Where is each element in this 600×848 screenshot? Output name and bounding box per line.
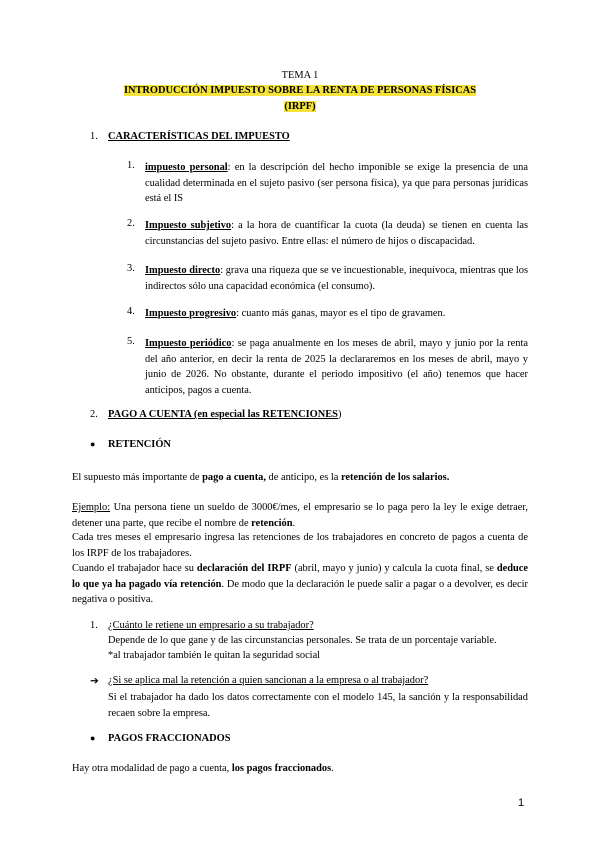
retencion-paragraph-2: Cada tres meses el empresario ingresa las retenciones de los trabajadores en concreto de pagos a cuenta de los IRPF de los trabajadores.: [72, 532, 528, 559]
title-line-1: [0, 85, 600, 96]
p3-part-b: declaración del IRPF: [196, 563, 292, 574]
section1-number: 1.: [90, 131, 98, 142]
section2-heading-tail: ): [337, 409, 342, 420]
item1-desc: : en la descripción del hecho imponible se exige la presencia de una cualidad determinada en el sujeto pasivo (ser persona física), ya que para personas jurídicas está el IS: [145, 162, 528, 204]
item5-number: 5.: [127, 336, 135, 347]
item3-term: Impuesto directo: [145, 265, 221, 276]
section2-heading-wrap: [108, 409, 341, 420]
item1-text: [145, 160, 528, 207]
q2-arrow-icon: ➔: [90, 676, 99, 687]
pagos-text: [72, 763, 334, 774]
q2-answer: Si el trabajador ha dado los datos correctamente con el modelo 145, la sanción y la responsabilidad recaen sobre la empresa.: [108, 692, 528, 719]
item4-desc: : cuanto más ganas, mayor es el tipo de gravamen.: [236, 308, 446, 319]
title-line-2: [0, 101, 600, 112]
item5-term: Impuesto periódico: [145, 338, 232, 349]
item4-text: [145, 306, 528, 322]
q1-number: 1.: [90, 620, 98, 631]
page-number: 1: [518, 797, 525, 809]
item3-desc: : grava una riqueza que se ve incuestionable, inequívoca, mientras que los indirectos sólo una capacidad económica (el consumo).: [145, 265, 528, 292]
title-subtext: (IRPF): [284, 101, 316, 112]
p3-part-c: (abril, mayo y junio) y calcula la cuota final, se: [291, 563, 497, 574]
q2-question: ¿Si se aplica mal la retención a quien sancionan a la empresa o al trabajador?: [108, 675, 429, 686]
section1-heading: CARACTERÍSTICAS DEL IMPUESTO: [108, 131, 290, 142]
item5-text: [145, 336, 528, 398]
p3-part-e: . De modo que la declaración le puede salir a pagar o a devolver, es decir negativa o positiva.: [72, 578, 528, 605]
section2-heading: PAGO A CUENTA (en especial las RETENCIONES: [108, 409, 338, 420]
pagos-text-b: los pagos fraccionados: [231, 763, 332, 774]
pagos-heading: PAGOS FRACCIONADOS: [108, 733, 231, 744]
pagos-text-a: Hay otra modalidad de pago a cuenta,: [72, 763, 232, 774]
retencion-paragraph-3: [72, 561, 528, 608]
item4-number: 4.: [127, 306, 135, 317]
intro-part-d: retención de los salarios.: [340, 472, 450, 483]
item2-text: [145, 218, 528, 249]
intro-part-b: pago a cuenta,: [202, 472, 266, 483]
q1-answer-1: Depende de lo que gane y de las circunstancias personales. Se trata de un porcentaje variable.: [108, 635, 497, 646]
example-paragraph: [72, 500, 528, 531]
item1-term: impuesto personal: [145, 162, 228, 173]
retencion-intro: [72, 470, 528, 486]
item3-text: [145, 263, 528, 294]
p3-part-d: deduce lo que ya ha pagado vía retención: [72, 563, 528, 590]
tema-label: TEMA 1: [281, 70, 319, 81]
q1-answer-2: *al trabajador también le quitan la seguridad social: [108, 650, 321, 661]
item5-desc: : se paga anualmente en los meses de abril, mayo y junio por la renta del año anterior, en decir la renta de 2025 la declararemos en los meses de abril, mayo y junio de 2026. No obstante, durante el periodo impositivo (el año) tenemos que hacer anticipos, pagos a cuenta.: [145, 338, 528, 396]
item2-term: Impuesto subjetivo: [145, 220, 232, 231]
item3-number: 3.: [127, 263, 135, 274]
retencion-heading: RETENCIÓN: [108, 439, 171, 450]
pagos-text-c: .: [331, 763, 334, 774]
example-end: .: [292, 517, 296, 529]
section2-number: 2.: [90, 409, 98, 420]
item2-desc: : a la hora de cuantificar la cuota (la deuda) se tienen en cuenta las circunstancias del sujeto pasivo. Entre ellas: el número de hijos o discapacidad.: [145, 220, 528, 247]
example-bold: retención: [251, 517, 293, 529]
q1-question: ¿Cuánto le retiene un empresario a su trabajador?: [108, 620, 314, 631]
item4-term: Impuesto progresivo: [145, 308, 237, 319]
retencion-bullet: ●: [90, 439, 96, 449]
item2-number: 2.: [127, 218, 135, 229]
item1-number: 1.: [127, 160, 135, 171]
intro-part-a: El supuesto más importante de: [72, 472, 203, 483]
title-text: INTRODUCCIÓN IMPUESTO SOBRE LA RENTA DE PERSONAS FÍSICAS: [123, 85, 477, 96]
example-text: Una persona tiene un sueldo de 3000€/mes, el empresario se lo paga pero la ley le exige detraer, detener una parte, que recibe el nombre de: [72, 502, 528, 529]
pagos-bullet: ●: [90, 733, 96, 743]
example-label: Ejemplo:: [72, 502, 111, 513]
intro-part-c: de anticipo, es la: [265, 472, 341, 483]
p3-part-a: Cuando el trabajador hace su: [72, 563, 197, 574]
